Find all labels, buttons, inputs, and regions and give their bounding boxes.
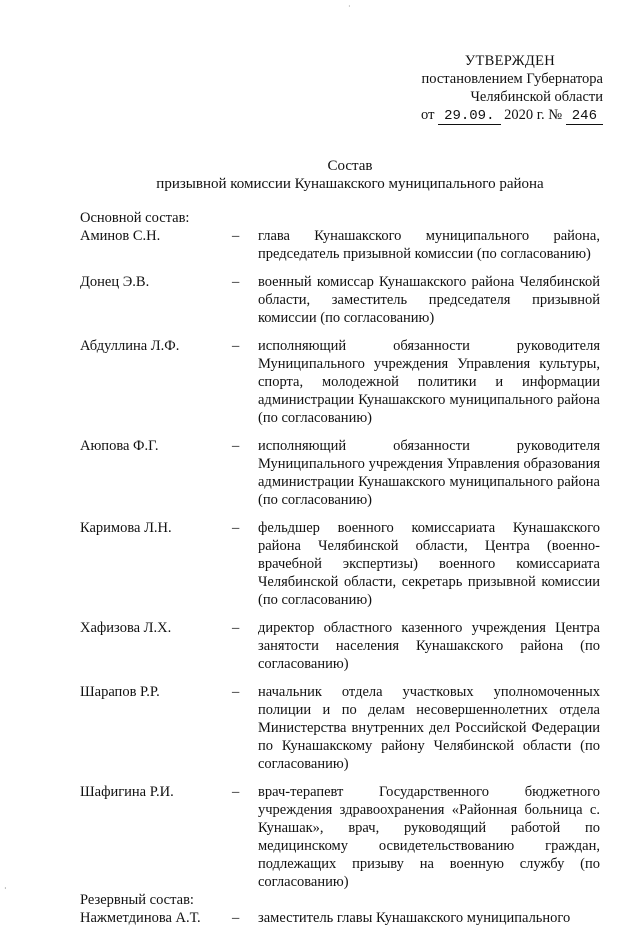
member-role: глава Кунашакского муниципального района, председатель призывной комиссии (по согласованию) xyxy=(258,228,600,262)
title-line-1: Состав xyxy=(327,158,373,174)
date-prefix: от xyxy=(421,107,435,123)
approval-date-line xyxy=(373,106,603,125)
main-section-label: Основной состав: xyxy=(80,210,190,226)
member-row xyxy=(80,437,600,509)
member-dash: – xyxy=(232,228,240,244)
member-dash: – xyxy=(232,910,240,926)
title-line-2: призывной комиссии Кунашакского муниципального района xyxy=(156,176,544,192)
member-dash: – xyxy=(232,620,240,636)
approval-heading: УТВЕРЖДЕН xyxy=(464,53,555,69)
member-role: фельдшер военного комиссариата Кунашакского района Челябинской области, Центра (военно-врачебной экспертизы) военного комиссариата Челябинской области, секретарь призывной комиссии (по согласованию) xyxy=(258,520,600,608)
member-role: заместитель главы Кунашакского муниципального xyxy=(258,910,571,926)
member-name: Абдуллина Л.Ф. xyxy=(80,338,180,354)
member-name: Хафизова Л.Х. xyxy=(80,620,172,636)
member-row xyxy=(80,337,600,427)
member-dash: – xyxy=(232,684,240,700)
approval-line-1: постановлением Губернатора xyxy=(421,71,603,87)
member-role: исполняющий обязанности руководителя Муниципального учреждения Управления культуры, спорта, молодежной политики и информации администрации Кунашакского муниципального района (по согласованию) xyxy=(258,338,600,426)
member-row xyxy=(80,783,600,891)
member-role: военный комиссар Кунашакского района Челябинской области, заместитель председателя призывной комиссии (по согласованию) xyxy=(258,274,600,326)
approval-number: 246 xyxy=(566,108,603,125)
member-name: Шарапов Р.Р. xyxy=(80,684,160,700)
approval-year: 2020 г. № xyxy=(504,107,563,123)
member-dash: – xyxy=(232,438,240,454)
member-dash: – xyxy=(232,784,240,800)
member-name: Шафигина Р.И. xyxy=(80,784,174,800)
member-row xyxy=(80,909,600,927)
approval-block xyxy=(373,52,603,125)
reserve-section-label: Резервный состав: xyxy=(80,892,194,908)
member-row xyxy=(80,683,600,773)
member-role: директор областного казенного учреждения Центра занятости населения Кунашакского района (по согласованию) xyxy=(258,620,600,672)
scan-mark: · xyxy=(348,2,351,11)
member-name: Каримова Л.Н. xyxy=(80,520,172,536)
document-title xyxy=(0,157,640,193)
member-dash: – xyxy=(232,520,240,536)
member-role: исполняющий обязанности руководителя Муниципального учреждения Управления образования администрации Кунашакского муниципального района (по согласованию) xyxy=(258,438,600,508)
member-row xyxy=(80,273,600,327)
approval-line-2: Челябинской области xyxy=(470,89,603,105)
member-role: врач-терапевт Государственного бюджетного учреждения здравоохранения «Районная больница с. Кунашак», врач, руководящий работой по медицинскому освидетельствованию граждан, подлежащих призыву на военную службу (по согласованию) xyxy=(258,784,600,890)
member-row xyxy=(80,619,600,673)
member-row xyxy=(80,519,600,609)
member-name: Нажметдинова А.Т. xyxy=(80,910,201,926)
member-name: Донец Э.В. xyxy=(80,274,150,290)
commission-list xyxy=(80,209,600,927)
member-name: Аминов С.Н. xyxy=(80,228,161,244)
member-dash: – xyxy=(232,274,240,290)
approval-date: 29.09. xyxy=(438,108,500,125)
member-role: начальник отдела участковых уполномоченных полиции и по делам несовершеннолетних отдела Министерства внутренних дел Российской Федерации по Кунашакскому району Челябинской области (по согласованию) xyxy=(258,684,600,772)
member-row xyxy=(80,227,600,263)
member-name: Аюпова Ф.Г. xyxy=(80,438,159,454)
scan-mark: · xyxy=(4,884,7,893)
member-dash: – xyxy=(232,338,240,354)
